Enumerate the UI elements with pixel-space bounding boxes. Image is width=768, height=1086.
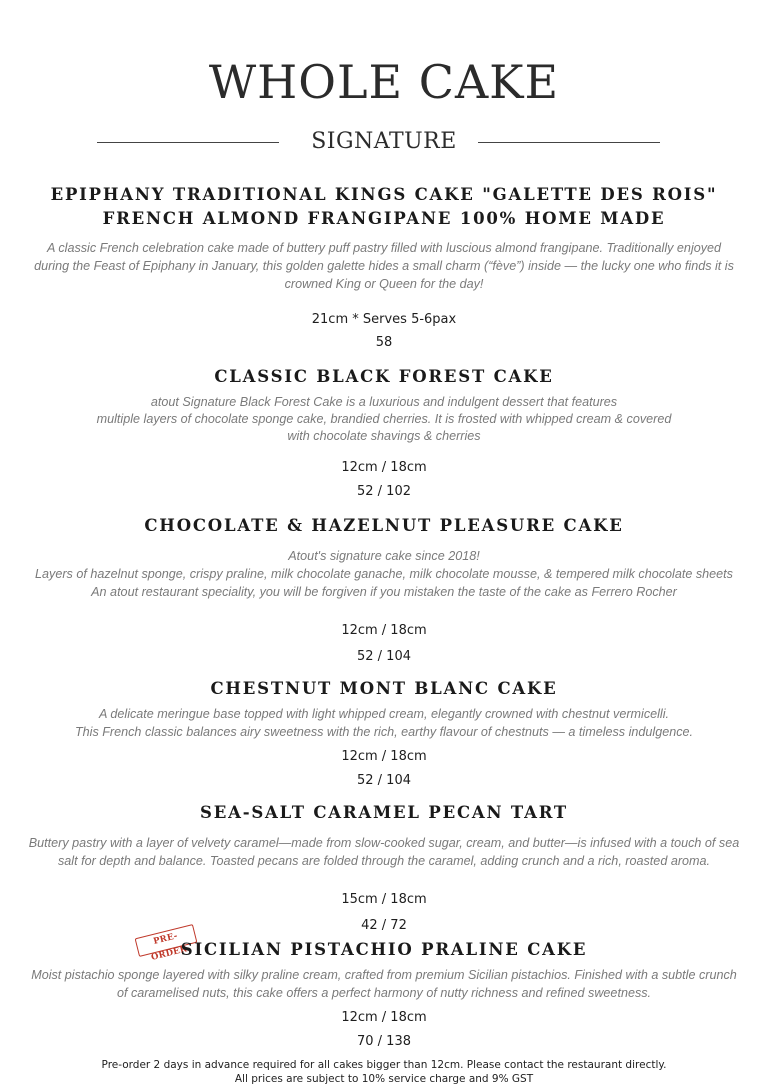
item-description: salt for depth and balance. Toasted pecans are folded through the caramel, adding crunch and a rich, roasted aroma. bbox=[57, 854, 711, 868]
item-description: with chocolate shavings & cherries bbox=[287, 429, 481, 443]
item-price: 70 / 138 bbox=[357, 1034, 411, 1049]
item-title: EPIPHANY TRADITIONAL KINGS CAKE "GALETTE DES ROIS" bbox=[50, 185, 718, 204]
item-price: 52 / 104 bbox=[357, 773, 411, 788]
item-title: SICILIAN PISTACHIO PRALINE CAKE bbox=[180, 940, 588, 959]
footer-note: All prices are subject to 10% service charge and 9% GST bbox=[234, 1073, 534, 1085]
item-title: CLASSIC BLACK FOREST CAKE bbox=[214, 367, 554, 386]
item-price: 52 / 102 bbox=[357, 484, 411, 499]
item-description: An atout restaurant speciality, you will be forgiven if you mistaken the taste of the cake as Ferrero Rocher bbox=[91, 585, 677, 599]
item-description: Buttery pastry with a layer of velvety caramel—made from slow-cooked sugar, cream, and butter—is infused with a touch of sea bbox=[28, 836, 740, 850]
item-size: 12cm / 18cm bbox=[341, 623, 427, 638]
pre-order-badge: PRE-ORDER bbox=[135, 924, 198, 957]
item-description: A classic French celebration cake made of buttery puff pastry filled with luscious almond frangipane. Traditionally enjoyed bbox=[46, 241, 722, 255]
item-title: CHESTNUT MONT BLANC CAKE bbox=[210, 679, 558, 698]
item-description: This French classic balances airy sweetness with the rich, earthy flavour of chestnuts — a timeless indulgence. bbox=[74, 725, 694, 739]
footer-note: Pre-order 2 days in advance required for all cakes bigger than 12cm. Please contact the restaurant directly. bbox=[101, 1059, 667, 1071]
item-description: multiple layers of chocolate sponge cake, brandied cherries. It is frosted with whipped cream & covered bbox=[96, 412, 672, 426]
item-size: 12cm / 18cm bbox=[341, 749, 427, 764]
item-title: FRENCH ALMOND FRANGIPANE 100% HOME MADE bbox=[102, 209, 666, 228]
item-price: 58 bbox=[375, 335, 393, 350]
item-description: Layers of hazelnut sponge, crispy praline, milk chocolate ganache, milk chocolate mousse, & tempered milk chocolate sheets bbox=[35, 567, 733, 581]
item-price: 42 / 72 bbox=[361, 918, 407, 933]
item-description: Moist pistachio sponge layered with silky praline cream, crafted from premium Sicilian pistachios. Finished with a subtle crunch bbox=[31, 968, 737, 982]
item-description: of caramelised nuts, this cake offers a perfect harmony of nutty richness and refined sweetness. bbox=[116, 986, 652, 1000]
item-size: 15cm / 18cm bbox=[341, 892, 427, 907]
item-size: 21cm * Serves 5-6pax bbox=[311, 312, 457, 327]
item-title: CHOCOLATE & HAZELNUT PLEASURE CAKE bbox=[144, 516, 624, 535]
page-title: WHOLE CAKE bbox=[208, 55, 560, 109]
item-description: A delicate meringue base topped with light whipped cream, elegantly crowned with chestnut vermicelli. bbox=[98, 707, 670, 721]
item-description: crowned King or Queen for the day! bbox=[284, 277, 484, 291]
item-size: 12cm / 18cm bbox=[341, 1010, 427, 1025]
item-description: during the Feast of Epiphany in January, this golden galette hides a small charm (“fève”) inside — the lucky one who finds it is bbox=[34, 259, 734, 273]
item-title: SEA-SALT CARAMEL PECAN TART bbox=[200, 803, 568, 822]
item-description: atout Signature Black Forest Cake is a luxurious and indulgent dessert that features bbox=[150, 395, 618, 409]
section-header bbox=[0, 125, 768, 159]
divider-right bbox=[478, 142, 660, 143]
item-size: 12cm / 18cm bbox=[341, 460, 427, 475]
item-description: Atout's signature cake since 2018! bbox=[288, 549, 480, 563]
item-price: 52 / 104 bbox=[357, 649, 411, 664]
section-title: SIGNATURE bbox=[311, 129, 457, 154]
